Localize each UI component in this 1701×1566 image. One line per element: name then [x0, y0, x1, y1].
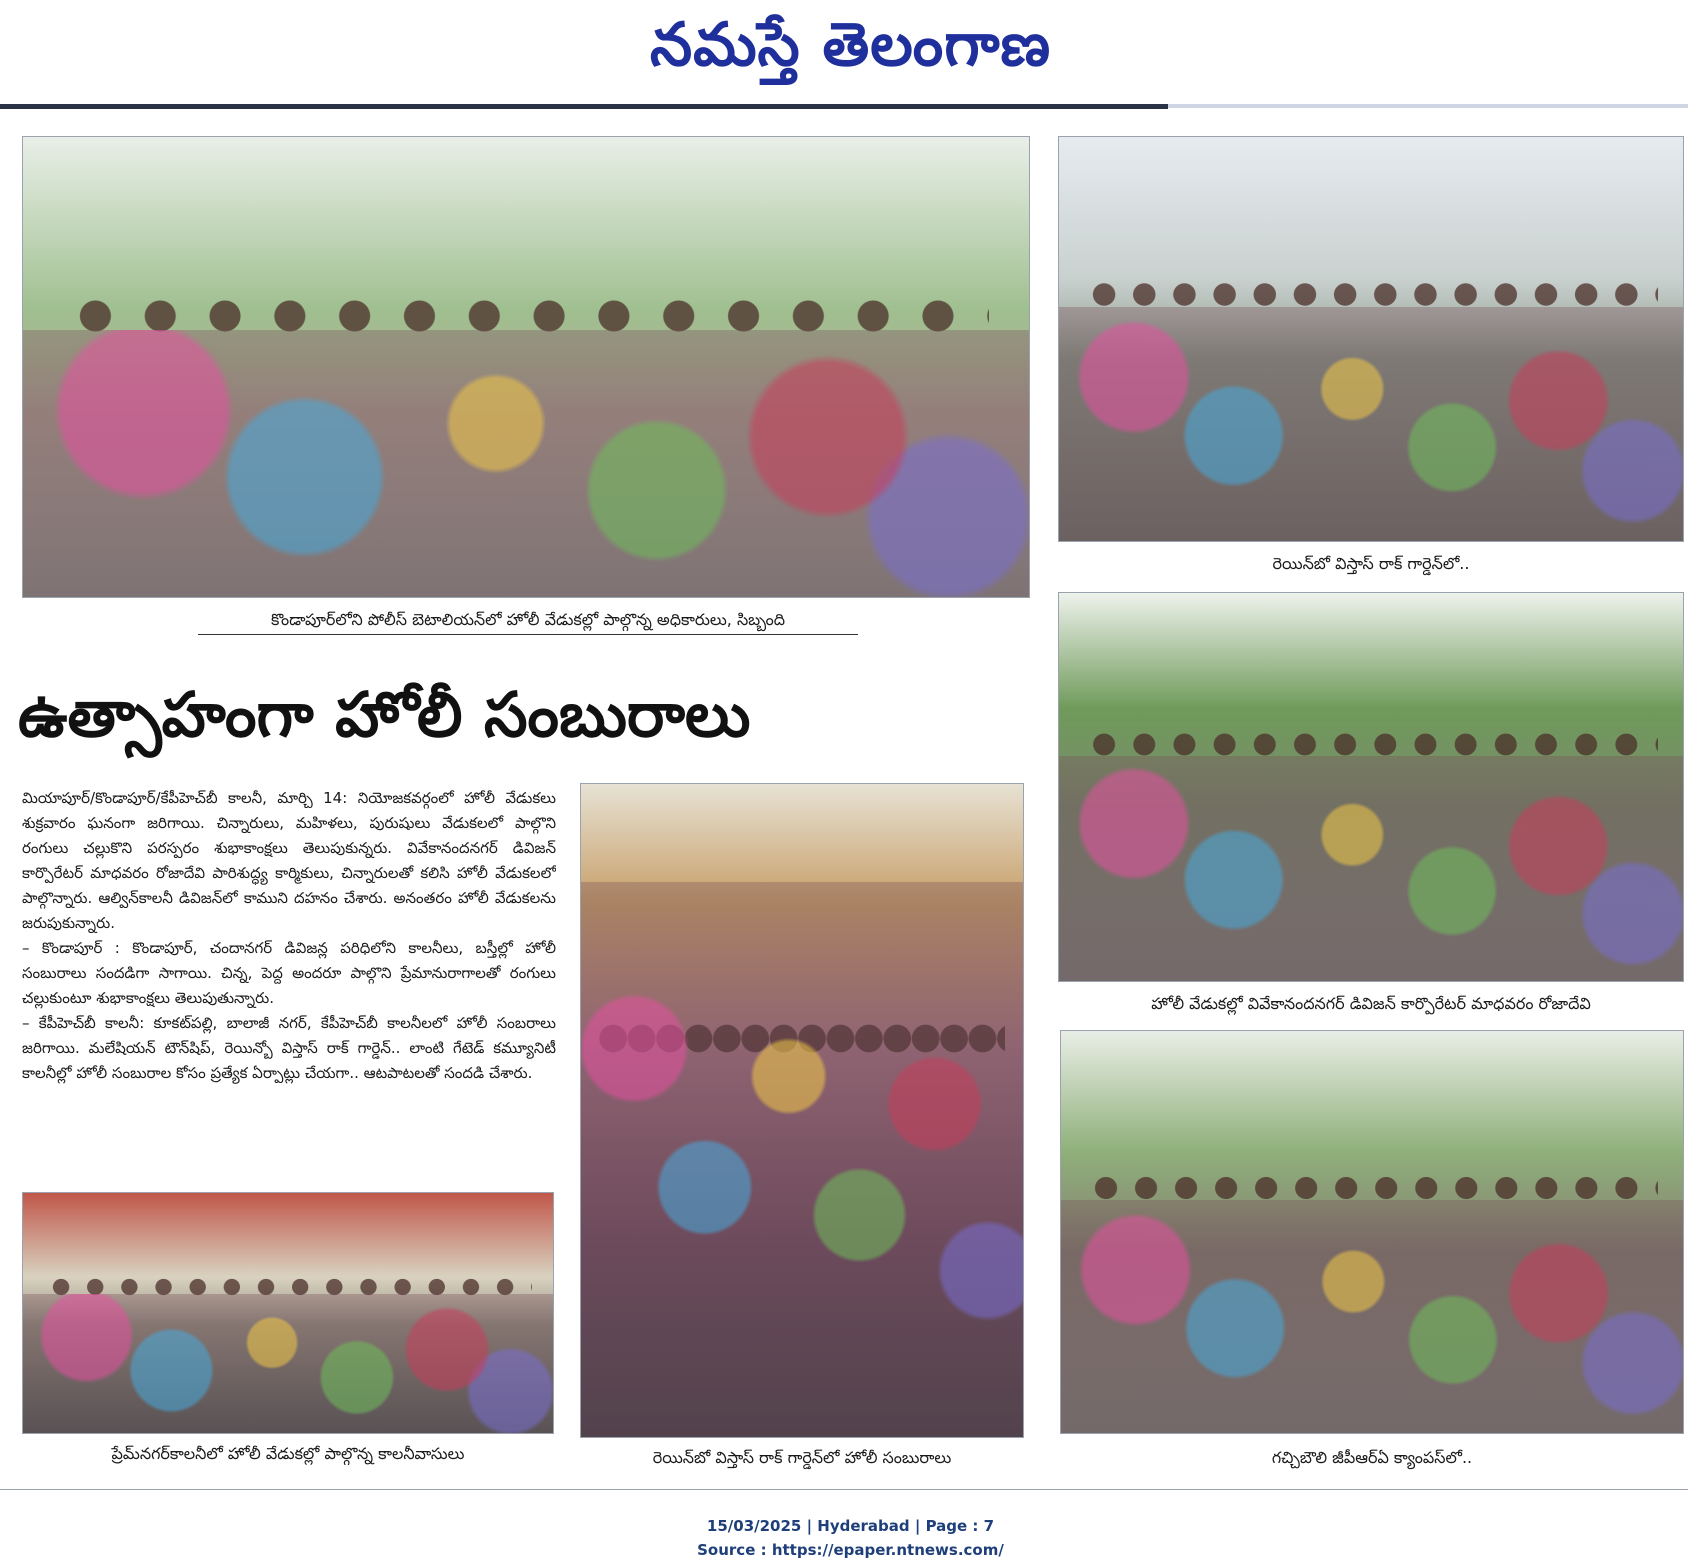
- footer-rule: [0, 1489, 1688, 1490]
- caption-rainbow-vistas-large: రెయిన్‌బో విస్తాస్ రాక్ గార్డెన్‌లో హోలీ సంబురాలు: [652, 1448, 952, 1467]
- caption-vivekanandanagar: హోలీ వేడుకల్లో వివేకానందనగర్ డివిజన్ కార్పొరేటర్ మాధవరం రోజాదేవి: [1151, 994, 1591, 1013]
- photo-texture: [23, 1294, 553, 1433]
- caption-premnagar: ప్రేమ్‌నగర్‌కాలనీలో హోలీ వేడుకల్లో పాల్గొన్న కాలనీవాసులు: [111, 1444, 465, 1463]
- masthead-logo: నమస్తే తెలంగాణ: [649, 10, 1052, 80]
- article-paragraph: – కొండాపూర్ : కొండాపూర్, చందానగర్ డివిజన్ల పరిధిలోని కాలనీలు, బస్తీల్లో హోలీ సంబురాలు సందడిగా సాగాయి. చిన్న, పెద్ద అందరూ పాల్గొని ప్రేమానురాగాలతో రంగులు చల్లుకుంటూ శుభాకాంక్షలు తెలుపుతున్నారు.: [22, 939, 556, 1007]
- masthead-rule-light: [1168, 104, 1688, 108]
- photo-rainbow-vistas-large: [580, 783, 1024, 1438]
- caption-gachibowli: గచ్చిబౌలి జీపీఆర్ఏ క్యాంపస్‌లో..: [1271, 1448, 1473, 1467]
- photo-police-battalion: [22, 136, 1030, 598]
- footer-source-link[interactable]: Source : https://epaper.ntnews.com/: [697, 1541, 1004, 1559]
- footer-dateline: 15/03/2025 | Hyderabad | Page : 7: [706, 1517, 995, 1535]
- caption-rainbow-vistas-small: రెయిన్‌బో విస్తాస్ రాక్ గార్డెన్‌లో..: [1272, 554, 1470, 573]
- headline: ఉత్సాహంగా హోలీ సంబురాలు: [18, 678, 751, 751]
- photo-texture: [1061, 1200, 1683, 1433]
- photo-gachibowli: [1060, 1030, 1684, 1434]
- masthead: [0, 0, 1701, 100]
- caption-police-battalion: కొండాపూర్‌లోని పోలీస్ బెటాలియన్‌లో హోలీ వేడుకల్లో పాల్గొన్న అధికారులు, సిబ్బంది: [198, 610, 858, 635]
- photo-texture: [581, 882, 1023, 1437]
- article-body: [22, 786, 556, 1186]
- photo-rainbow-vistas-small: [1058, 136, 1684, 542]
- article-paragraph: మియాపూర్/కొండాపూర్/కేపీహెచ్‌బీ కాలనీ, మార్చి 14: నియోజకవర్గంలో హోలీ వేడుకలు శుక్రవారం ఘనంగా జరిగాయి. చిన్నారులు, మహిళలు, పురుషులు వేడుకలలో పాల్గొని రంగులు చల్లుకొని పరస్పరం శుభాకాంక్షలు తెలుపుకున్నరు. వివేకానందనగర్ డివిజన్ కార్పొరేటర్ మాధవరం రోజాదేవి పారిశుద్ధ్య కార్మికులు, చిన్నారులతో కలిసి హోలీ వేడుకలలో పాల్గొన్నారు. ఆల్విన్‌కాలనీ డివిజన్‌లో కాముని దహనం చేశారు. అనంతరం హోలీ వేడుకలను జరుపుకున్నారు.: [22, 789, 556, 932]
- photo-texture: [1059, 307, 1683, 541]
- photo-texture: [23, 330, 1029, 597]
- masthead-rule: [0, 104, 1168, 109]
- photo-vivekanandanagar: [1058, 592, 1684, 982]
- article-paragraph: – కేపీహెచ్‌బీ కాలనీ: కూకట్‌పల్లి, బాలాజీ నగర్, కేపీహెచ్‌బీ కాలనీలలో హోలీ సంబరాలు జరిగాయి. మలేషియన్ టౌన్‌షిప్, రెయిన్బో విస్తాస్ రాక్ గార్డెన్.. లాంటి గేటెడ్ కమ్యూనిటీ కాలనీల్లో హోలీ సంబురాల కోసం ప్రత్యేక ఏర్పాట్లు చేయగా.. ఆటపాటలతో సందడి చేశారు.: [22, 1014, 556, 1082]
- photo-premnagar: [22, 1192, 554, 1434]
- photo-texture: [1059, 756, 1683, 981]
